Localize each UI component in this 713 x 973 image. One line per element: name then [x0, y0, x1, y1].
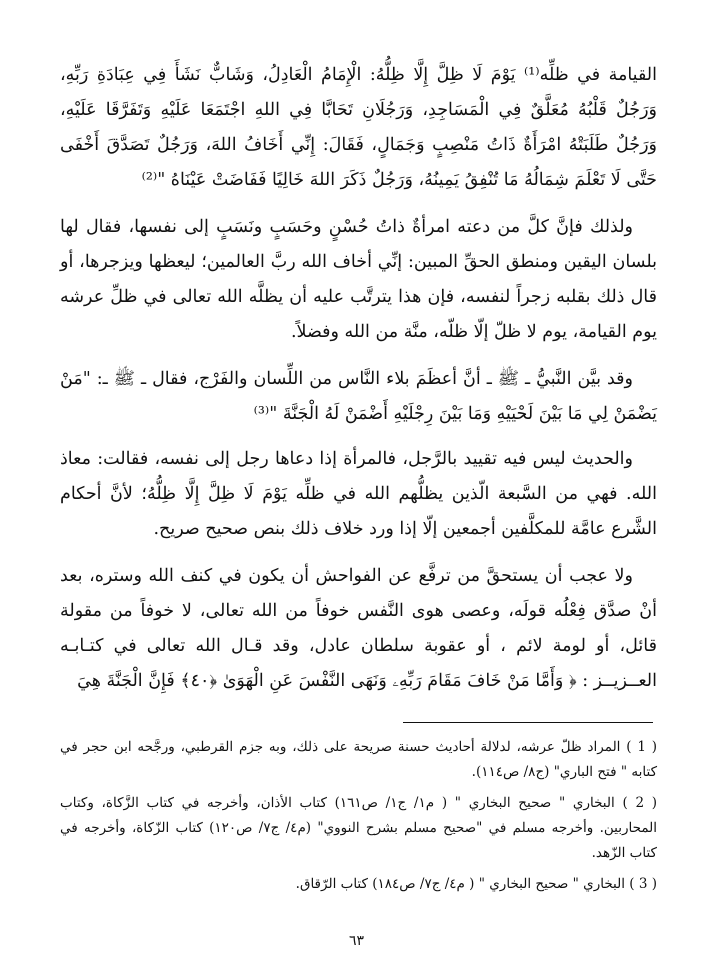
footnote-2: ( 2 ) البخاري " صحيح البخاري " ( م١/ ج١/ ص١٦١) كتاب الأذان، وأخرجه في كتاب الزَّكاة، وكتاب المحاربين. وأخرجه مسلم في "صحيح مسلم بشرح النووي" (م٤/ ج٧/ ص١٢٠) كتاب الزّكاة، وأخرجه في كتاب الزّهد. [60, 795, 658, 861]
footnote-3: ( 3 ) البخاري " صحيح البخاري " ( م٤/ ج٧/ ص١٨٤) كتاب الرّقاق. [295, 876, 657, 892]
footnote-1: ( 1 ) المراد ظلّ عرشه، لدلالة أحاديث حسنة صريحة على ذلك، وبه جزم القرطبي، ورجَّحه ابن حجر في كتابه " فتح الباري" (ج٨/ ص١١٤). [60, 739, 657, 780]
paragraph-tongue-hadith: وقد بيَّن النَّبيُّ ـ ﷺ ـ أنَّ أعظَمَ بلاء النَّاس من اللِّسان والفَرْج، فقال ـ ﷺ ـ: "مَنْ يَضْمَنْ لِي مَا بَيْنَ لَحْيَيْهِ وَمَا بَيْنَ رِجْلَيْهِ أَضْمَنْ لَهُ الْجَنَّةَ "⁽³⁾ [60, 369, 657, 424]
paragraph-quran-verse: ولا عجب أن يستحقَّ من ترفَّع عن الفواحش أن يكون في كنف الله وستره، بعد أنْ صدَّق فِعْلُه قولَه، وعصى هوى النَّفس خوفاً من الله تعالى، لا خوفاً من مقولة قائل، أو لومة لائم ، أو عقوبة سلطان عادل، وقد قـال الله تعالى في كتـابـه العــزيــز : ﴿ وَأَمَّا مَنْ خَافَ مَقَامَ رَبِّهِۦ وَنَهَى النَّفْسَ عَنِ الْهَوَىٰ ﴿٤٠﴾ فَإِنَّ الْجَنَّةَ هِيَ [60, 566, 657, 691]
paragraph-hadith-continuation: القيامة في ظلِّه⁽¹⁾ يَوْمَ لَا ظِلَّ إِلَّا ظِلُّهُ: الْإِمَامُ الْعَادِلُ، وَشَابٌّ نَشَأَ فِي عِبَادَةِ رَبِّهِ، وَرَجُلٌ قَلْبُهُ مُعَلَّقٌ فِي الْمَسَاجِدِ، وَرَجُلَانِ تَحَابَّا فِي اللهِ اجْتَمَعَا عَلَيْهِ وَتَفَرَّقَا عَلَيْهِ، وَرَجُلٌ طَلَبَتْهُ امْرَأَةٌ ذَاتُ مَنْصِبٍ وَجَمَالٍ، فَقَالَ: إِنِّي أَخَافُ اللهَ، وَرَجُلٌ تَصَدَّقَ أَخْفَى حَتَّى لَا تَعْلَمَ شِمَالُهُ مَا تُنْفِقُ يَمِينُهُ، وَرَجُلٌ ذَكَرَ اللهَ خَالِيًا فَفَاضَتْ عَيْنَاهُ "⁽²⁾ [60, 65, 657, 190]
main-text [60, 58, 657, 711]
paragraph-commentary: ولذلك فإنَّ كلَّ من دعته امرأةٌ ذاتُ حُسْنٍ وحَسَبٍ ونَسَبٍ إلى نفسها، فقال لها بلسان اليقين ومنطق الحقِّ المبين: إنِّي أخاف الله ربَّ العالمين؛ ليعظها ويزجرها، أو قال ذلك بقلبه زجراً لنفسه، فإن هذا يترتَّب عليه أن يظلَّه الله تعالى في ظلِّ عرشه يوم القيامة، يوم لا ظلّ إلّا ظلّه، منَّة من الله وفضلاً. [60, 217, 657, 342]
page-number: ٦٣ [348, 933, 365, 949]
paragraph-woman-ruling: والحديث ليس فيه تقييد بالرَّجل، فالمرأة إذا دعاها رجل إلى نفسه، فقالت: معاذ الله. فهي من السَّبعة الّذين يظلُّهم الله في ظلِّه يَوْمَ لَا ظِلَّ إِلَّا ظِلُّهُ؛ لأنَّ أحكام الشَّرع عامَّة للمكلَّفين أجمعين إلّا إذا ورد خلاف ذلك بنص صحيح صريح. [60, 449, 657, 539]
footnotes [60, 735, 657, 903]
footnote-divider [403, 722, 653, 723]
